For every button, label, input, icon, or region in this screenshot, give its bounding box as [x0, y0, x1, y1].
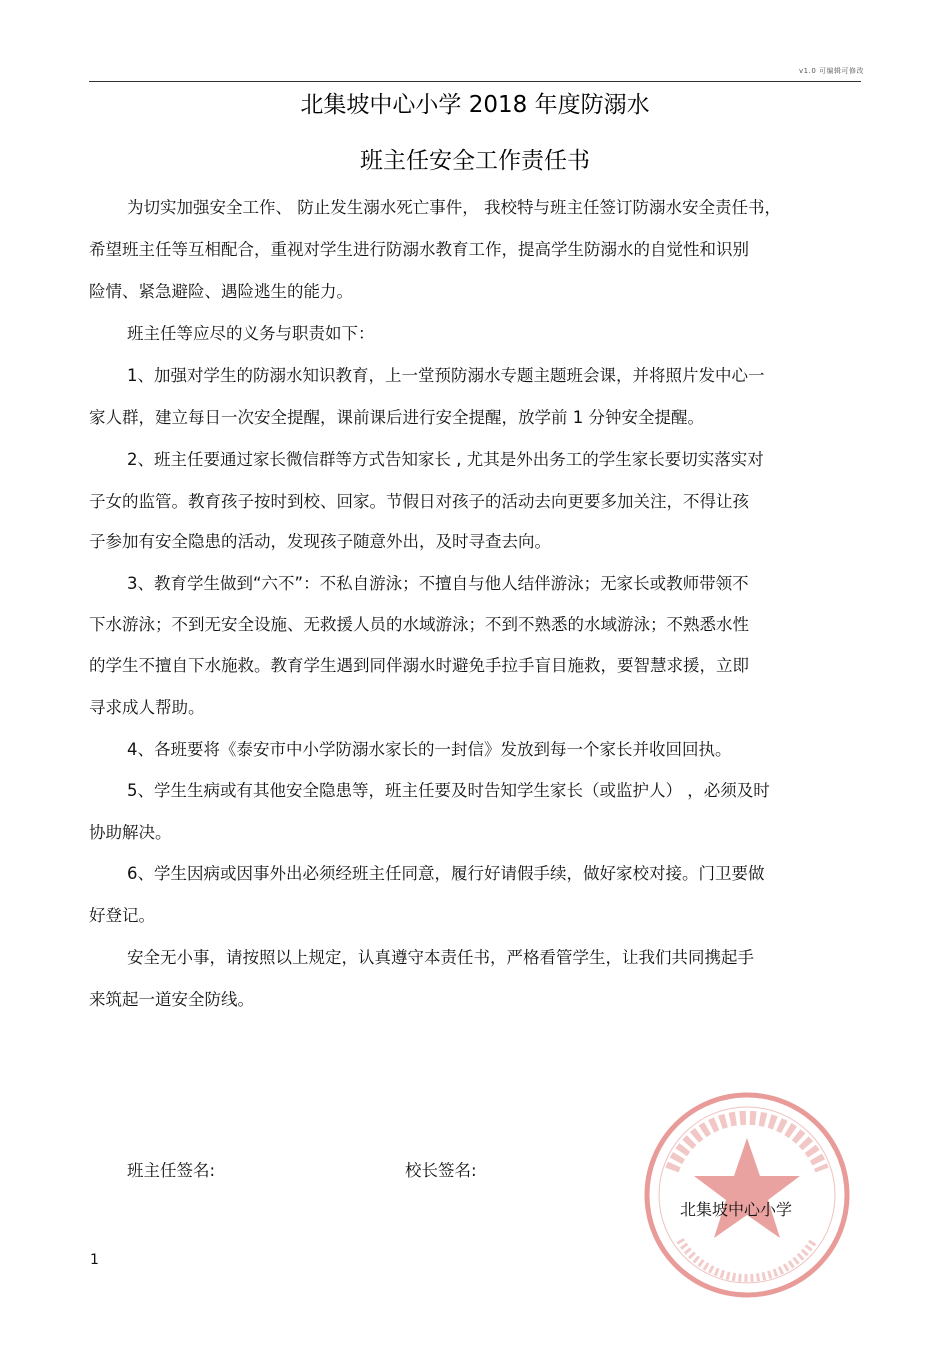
document-title-line1: 北集坡中心小学 2018 年度防溺水: [300, 92, 650, 118]
version-label: v1.0 可编辑可修改: [799, 67, 864, 75]
body-line: 寻求成人帮助。: [89, 698, 205, 717]
page-number: 1: [90, 1252, 99, 1268]
body-line: 3、教育学生做到“六不”：不私自游泳；不擅自与他人结伴游泳；无家长或教师带领不: [127, 574, 749, 593]
body-line: 子女的监管。教育孩子按时到校、回家。节假日对孩子的活动去向更要多加关注，不得让孩: [89, 492, 749, 511]
header-rule: [89, 81, 861, 82]
school-name-signature: 北集坡中心小学: [680, 1200, 793, 1219]
document-title-line2: 班主任安全工作责任书: [360, 148, 590, 174]
body-line: 为切实加强安全工作、 防止发生溺水死亡事件， 我校特与班主任签订防溺水安全责任书，: [127, 198, 781, 217]
body-line: 5、学生生病或有其他安全隐患等，班主任要及时告知学生家长（或监护人） ，必须及时: [127, 781, 770, 800]
star-seal-icon: [642, 1090, 852, 1300]
body-line: 2、班主任要通过家长微信群等方式告知家长 , 尤其是外出务工的学生家长要切实落实对: [127, 450, 764, 469]
body-line: 险情、紧急避险、遇险逃生的能力。: [89, 282, 353, 301]
body-line: 的学生不擅自下水施救。教育学生遇到同伴溺水时避免手拉手盲目施救，要智慧求援，立即: [89, 656, 749, 675]
teacher-signature-label: 班主任签名:: [127, 1161, 216, 1180]
body-line: 安全无小事，请按照以上规定，认真遵守本责任书，严格看管学生，让我们共同携起手: [127, 948, 754, 967]
body-line: 6、学生因病或因事外出必须经班主任同意，履行好请假手续，做好家校对接。门卫要做: [127, 864, 765, 883]
principal-signature-label: 校长签名:: [405, 1161, 477, 1180]
body-line: 好登记。: [89, 906, 155, 925]
body-line: 家人群，建立每日一次安全提醒，课前课后进行安全提醒，放学前 1 分钟安全提醒。: [89, 408, 704, 427]
body-line: 1、加强对学生的防溺水知识教育，上一堂预防溺水专题主题班会课，并将照片发中心一: [127, 366, 765, 385]
body-line: 4、各班要将《泰安市中小学防溺水家长的一封信》发放到每一个家长并收回回执。: [127, 740, 732, 759]
body-line: 下水游泳；不到无安全设施、无救援人员的水域游泳；不到不熟悉的水域游泳；不熟悉水性: [89, 615, 749, 634]
body-line: 希望班主任等互相配合，重视对学生进行防溺水教育工作，提高学生防溺水的自觉性和识别: [89, 240, 749, 259]
body-line: 子参加有安全隐患的活动，发现孩子随意外出，及时寻查去向。: [89, 532, 551, 551]
body-line: 来筑起一道安全防线。: [89, 990, 254, 1009]
body-line: 班主任等应尽的义务与职责如下：: [127, 324, 375, 343]
body-line: 协助解决。: [89, 823, 172, 842]
